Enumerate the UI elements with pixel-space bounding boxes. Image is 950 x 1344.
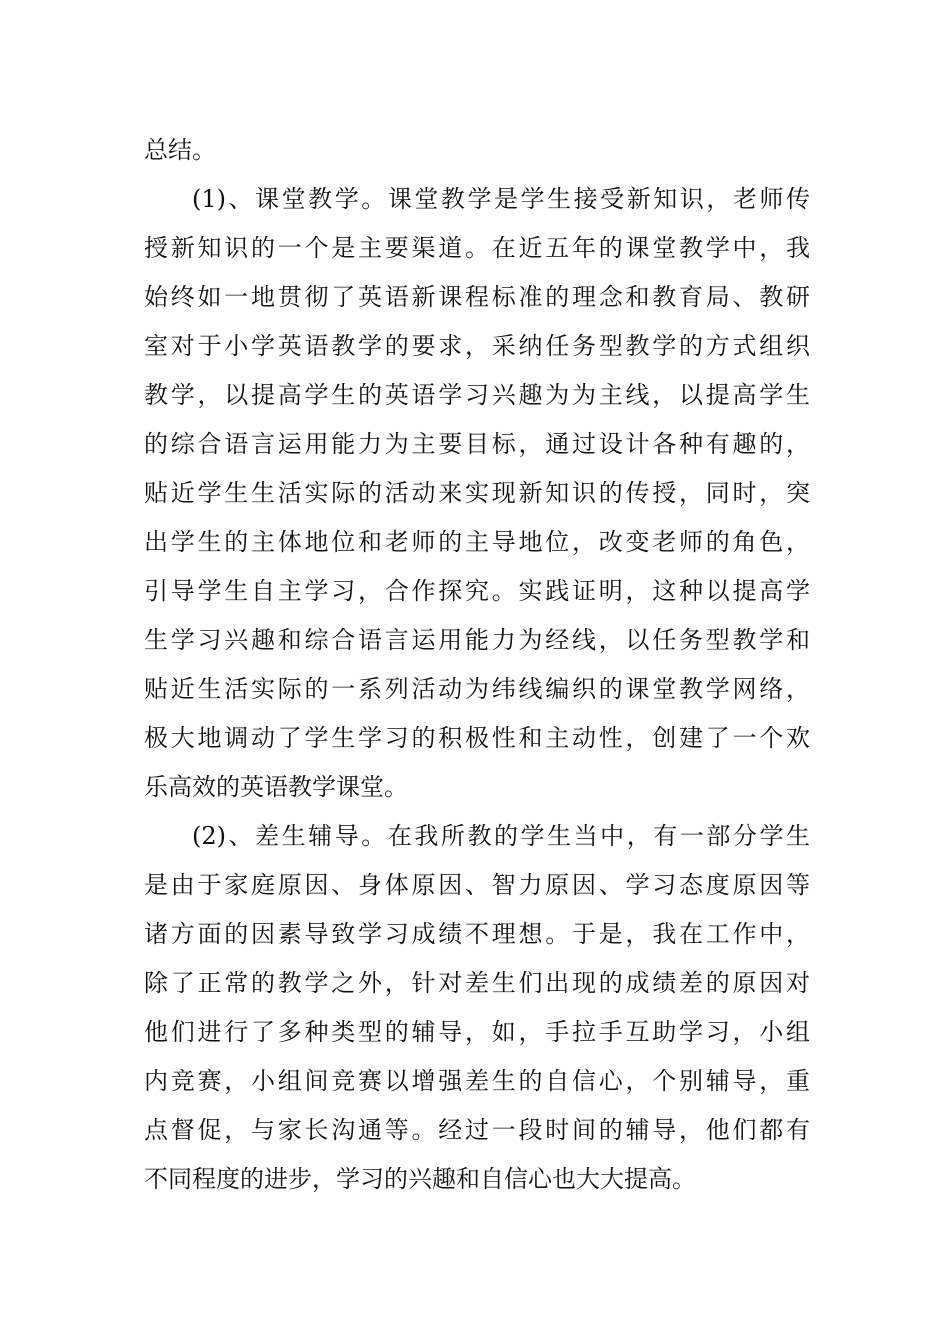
text-line: 生学习兴趣和综合语言运用能力为经线，以任务型教学和 <box>144 626 810 654</box>
text-line: 他们进行了多种类型的辅导，如，手拉手互助学习，小组 <box>144 1018 810 1046</box>
document-body <box>144 126 810 1204</box>
text-line: 点督促，与家长沟通等。经过一段时间的辅导，他们都有 <box>144 1116 810 1144</box>
text-line: 的综合语言运用能力为主要目标，通过设计各种有趣的， <box>144 430 810 458</box>
text-line: 内竞赛，小组间竞赛以增强差生的自信心，个别辅导，重 <box>144 1067 810 1095</box>
text-line: 总结。 <box>144 136 216 164</box>
paragraph-1-first-line: (1)、课堂教学。课堂教学是学生接受新知识，老师传 <box>192 185 810 213</box>
text-line: 是由于家庭原因、身体原因、智力原因、学习态度原因等 <box>144 871 810 899</box>
text-line: 极大地调动了学生学习的积极性和主动性，创建了一个欢 <box>144 724 810 752</box>
text-line: 引导学生自主学习，合作探究。实践证明，这种以提高学 <box>144 577 810 605</box>
text-line: 贴近生活实际的一系列活动为纬线编织的课堂教学网络， <box>144 675 810 703</box>
text-line: 始终如一地贯彻了英语新课程标准的理念和教育局、教研 <box>144 283 810 311</box>
text-line: 贴近学生生活实际的活动来实现新知识的传授，同时，突 <box>144 479 810 507</box>
text-line: 乐高效的英语教学课堂。 <box>144 773 408 801</box>
text-line: 不同程度的进步，学习的兴趣和自信心也大大提高。 <box>144 1165 696 1193</box>
text-line: 除了正常的教学之外，针对差生们出现的成绩差的原因对 <box>144 969 810 997</box>
text-line: 教学，以提高学生的英语学习兴趣为为主线，以提高学生 <box>144 381 810 409</box>
text-line: 出学生的主体地位和老师的主导地位，改变老师的角色， <box>144 528 810 556</box>
text-line: 授新知识的一个是主要渠道。在近五年的课堂教学中，我 <box>144 234 810 262</box>
text-line: 室对于小学英语教学的要求，采纳任务型教学的方式组织 <box>144 332 810 360</box>
text-line: 诸方面的因素导致学习成绩不理想。于是，我在工作中， <box>144 920 810 948</box>
paragraph-2-first-line: (2)、差生辅导。在我所教的学生当中，有一部分学生 <box>192 822 810 850</box>
